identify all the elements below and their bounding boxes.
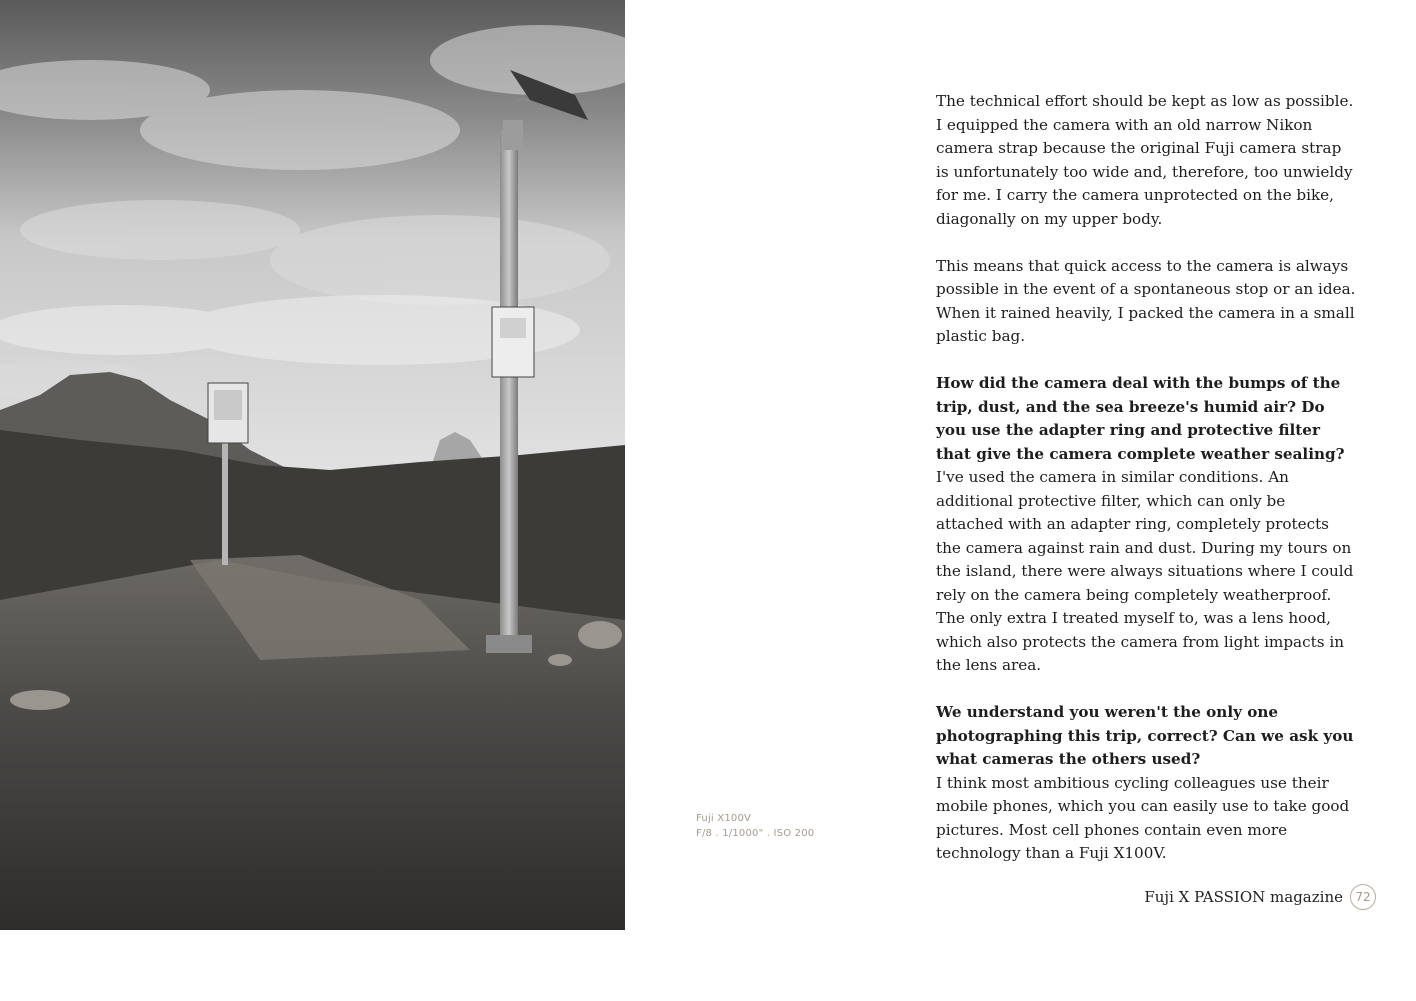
page-number-badge: 72 [1350, 884, 1376, 910]
magazine-title: Fuji X PASSION magazine [1144, 888, 1343, 906]
landscape-photo [0, 0, 625, 930]
paragraph-1: The technical effort should be kept as low as possible. I equipped the camera with an old narrow Nikon camera strap because the original Fuji camera strap is unfortunately too wide and, therefore, too unwieldy for me. I carry the camera unprotected on the bike, diagonally on my upper body. [936, 92, 1354, 228]
caption-settings: F/8 . 1/1000" . ISO 200 [696, 828, 815, 839]
paragraph-2: This means that quick access to the camera is always possible in the event of a spontaneous stop or an idea. When it rained heavily, I packed the camera in a small plastic bag. [936, 256, 1356, 345]
answer-1: I've used the camera in similar conditions. An additional protective filter, which can only be attached with an adapter ring, completely protects the camera against rain and dust. During my tours on the island, there were always situations where I could rely on the camera being completely weatherproof. The only extra I treated myself to, was a lens hood, which also protects the camera from light impacts in the lens area. [936, 468, 1354, 674]
photo-caption [696, 811, 814, 841]
caption-camera: Fuji X100V [696, 813, 752, 824]
question-1: How did the camera deal with the bumps of the trip, dust, and the sea breeze's humid air? Do you use the adapter ring and protective filter that give the camera complete weather sealing? [936, 374, 1345, 463]
article-body [936, 90, 1356, 889]
qa-block-1 [936, 372, 1356, 678]
page-footer [1144, 883, 1376, 911]
qa-block-2 [936, 701, 1356, 866]
question-2: We understand you weren't the only one photographing this trip, correct? Can we ask you what cameras the others used? [936, 703, 1354, 768]
answer-2: I think most ambitious cycling colleagues use their mobile phones, which you can easily use to take good pictures. Most cell phones contain even more technology than a Fuji X100V. [936, 773, 1350, 862]
